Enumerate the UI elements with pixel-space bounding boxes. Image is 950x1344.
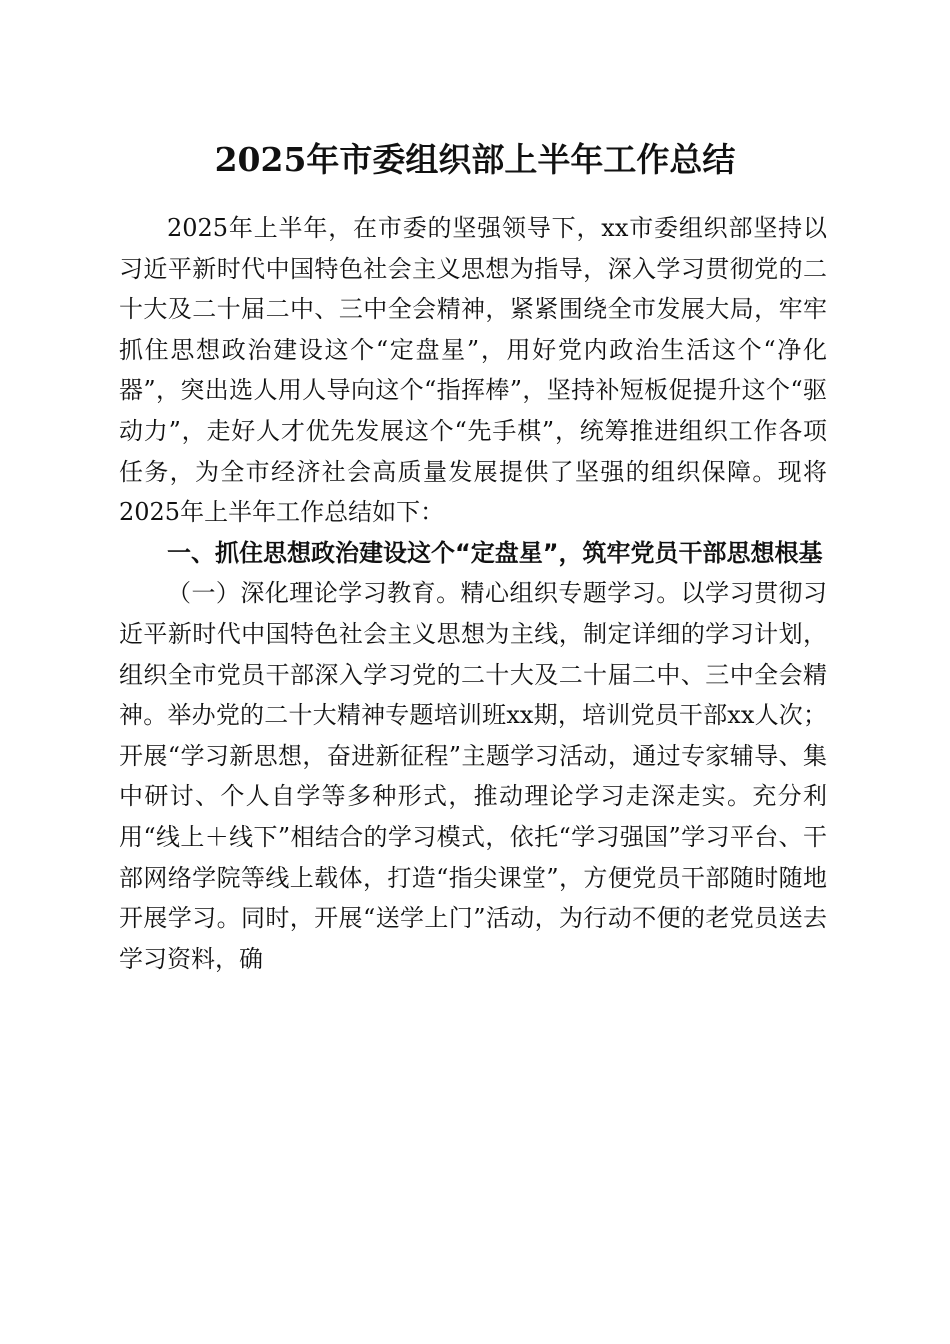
document-body: [119, 208, 827, 979]
section-1-paragraph-1: （一）深化理论学习教育。精心组织专题学习。以学习贯彻习近平新时代中国特色社会主义思想为主线，制定详细的学习计划，组织全市党员干部深入学习党的二十大及二十届二中、三中全会精神。举办党的二十大精神专题培训班xx期，培训党员干部xx人次；开展“学习新思想，奋进新征程”主题学习活动，通过专家辅导、集中研讨、个人自学等多种形式，推动理论学习走深走实。充分利用“线上＋线下”相结合的学习模式，依托“学习强国”学习平台、干部网络学院等线上载体，打造“指尖课堂”，方便党员干部随时随地开展学习。同时，开展“送学上门”活动，为行动不便的老党员送去学习资料，确: [119, 579, 827, 973]
section-heading-1: 一、抓住思想政治建设这个“定盘星”，筑牢党员干部思想根基: [167, 538, 823, 567]
document-title: 2025年市委组织部上半年工作总结: [214, 140, 736, 179]
intro-paragraph: 2025年上半年，在市委的坚强领导下，xx市委组织部坚持以习近平新时代中国特色社会主义思想为指导，深入学习贯彻党的二十大及二十届二中、三中全会精神，紧紧围绕全市发展大局，牢牢抓住思想政治建设这个“定盘星”，用好党内政治生活这个“净化器”，突出选人用人导向这个“指挥棒”，坚持补短板促提升这个“驱动力”，走好人才优先发展这个“先手棋”，统筹推进组织工作各项任务，为全市经济社会高质量发展提供了坚强的组织保障。现将2025年上半年工作总结如下：: [119, 214, 827, 527]
